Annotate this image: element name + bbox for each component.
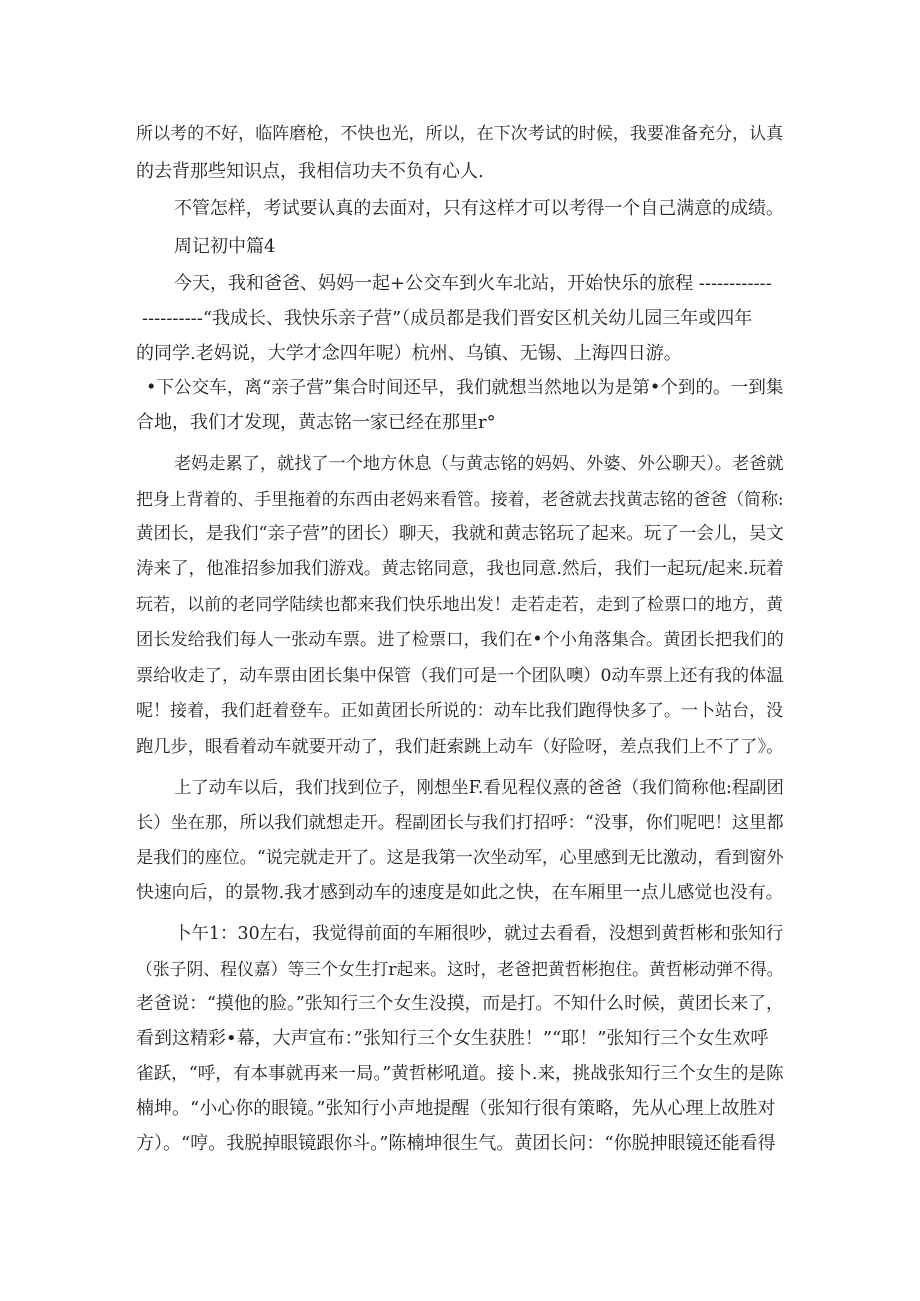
text-line: 卜午1：30左右，我觉得前面的车厢很吵，就过去看看，没想到黄哲彬和张知行 <box>174 924 784 944</box>
text-line: 合地，我们才发现，黄志铭一家已经在那里r° <box>136 412 496 433</box>
text-line: 所以考的不好，临阵磨枪，不快也光，所以，在下次考试的时候，我要准备充分，认真 <box>136 124 784 144</box>
text-line: 老爸说：“摸他的脸。”张知行三个女生没摸，而是打。不知什么时候，黄团长来了， <box>136 994 784 1014</box>
text-line: 方）。“哼。我脱掉眼镜跟你斗。”陈楠坤很生气。黄团长问：“你脱抻眼镜还能看得 <box>136 1133 776 1154</box>
text-line: 快速向后，的景物.我才感到动车的速度是如此之快，在车厢里一点儿感觉也没有。 <box>136 882 784 903</box>
text-line: 把身上背着的、手里拖着的东西由老妈来看管。接着，老爸就去找黄志铭的爸爸（简称: <box>136 489 784 509</box>
text-line: 呢！接着，我们赶着登车。正如黄团长所说的：动车比我们跑得快多了。一卜站台，没 <box>136 701 784 721</box>
section-heading: 周记初中篇4 <box>174 236 276 257</box>
text-line: 看到这精彩•幕，大声宣布：”张知行三个女生获胜！”“耶！”张知行三个女生欢呼 <box>136 1028 769 1049</box>
text-line: ----------“我成长、我快乐亲子营”（成员都是我们晋安区机关幼儿园三年或四年 <box>142 308 753 329</box>
text-line: •下公交车，离“亲子营”集合时间还早，我们就想当然地以为是第•个到的。一到集 <box>146 378 784 398</box>
text-line: 楠坤。“小心你的眼镜。”张知行小声地提醒（张知行很有策略，先从心理上故胜对 <box>136 1098 776 1119</box>
text-line: 玩若，以前的老同学陆续也都来我们快乐地出发！走若走若，走到了检票口的地方，黄 <box>136 595 784 615</box>
text-line: 跑几步，眼看着动车就要开动了，我们赶索跳上动车（好险呀，差点我们上不了了》。 <box>136 737 784 757</box>
text-line: （张子阴、程仪嘉）等三个女生打r起来。这时，老爸把黄哲彬抱住。黄哲彬动弹不得。 <box>136 959 784 979</box>
text-line: 雀跃，“呼，有本事就再来一局。”黄哲彬吼道。接卜.来，挑战张知行三个女生的是陈 <box>136 1064 784 1084</box>
text-line: 不管怎样，考试要认真的去面对，只有这样才可以考得一个自己满意的成绩。 <box>174 198 784 219</box>
text-line: 是我们的座位。“说完就走开了。这是我第一次坐动军，心里感到无比激动，看到窗外 <box>136 848 784 868</box>
text-line: 上了动车以后，我们找到位子，刚想坐F.看见程仪熹的爸爸（我们简称他:程副团 <box>174 778 784 798</box>
text-line: 老妈走累了，就找了一个地方休息（与黄志铭的妈妈、外婆、外公聊天）。老爸就 <box>174 454 784 474</box>
text-line: 团长发给我们每人一张动车票。进了检票口，我们在•个小角落集合。黄团长把我们的 <box>136 630 784 650</box>
text-line: 长）坐在那，所以我们就想走开。程副团长与我们打招呼：“没事，你们呢吧！这里都 <box>136 813 784 833</box>
text-line: 票给收走了，动车票由团长集中保管（我们可是一个团队噢）0动车票上还有我的体温 <box>136 666 784 686</box>
text-line: 的同学.老妈说，大学才念四年呢）杭州、乌镇、无锡、上海四日游。 <box>136 343 682 364</box>
text-line: 黄团长，是我们“亲子营”的团长）聊天，我就和黄志铭玩了起来。玩了一会儿，吴文 <box>136 524 784 544</box>
text-line: 的去背那些知识点，我相信功夫不负有心人. <box>136 161 484 182</box>
text-line: 今天，我和爸爸、妈妈一起+公交车到火车北站，开始快乐的旅程 ------------ <box>174 273 772 294</box>
text-line: 涛来了，他准招参加我们游戏。黄志铭同意，我也同意.然后，我们一起玩/起来.玩着 <box>136 559 784 579</box>
